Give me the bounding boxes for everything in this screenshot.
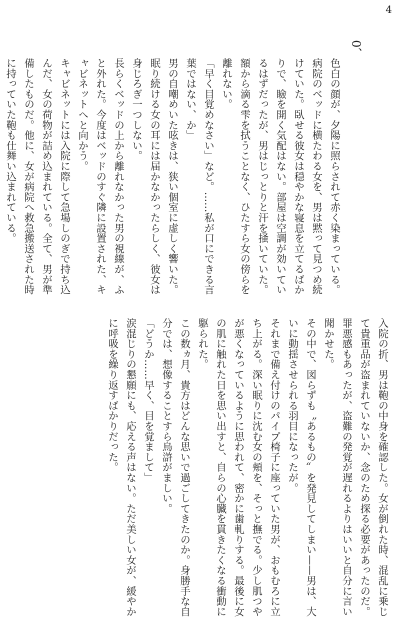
upper-body-text: 色白の顔が、夕陽に照らされて赤く染まっている。 病院のベッドに横たわる女を、男は黙って見つめ続けていた。臥せる彼女は穏やかな寝息を立てるばかりで、瞼を開く気配はない。部屋は空調が効いているはずだったが、男はじっとりと汗を掻いていた。額から滴る雫を拭うことなく、ひたすら女の傍らを離れない。 「早く目覚めなさい」など。……私が口にできる言葉ではない、か」 男の自嘲めいた呟きは、狭い個室に虚しく響いた。眠り続ける女の耳には届かなかったらしく、彼女は身じろぎ一つしない。 長らくベッドの上から離れなかった男の視線が、ふと外れた。今度はベッドのすぐ隣に設置された、キャビネットへと向かう。 キャビネットには入院に際して急場しのぎで持ち込んだ、女の荷物が詰め込まれている。全て、男が準備したものだ。他に、女が病院へ救急搬送された時に持っていた鞄も仕舞い込まれている。: [4, 58, 339, 295]
section-number: 0、: [349, 40, 363, 60]
lower-body-text: 入院の折、男は鞄の中身を確認した。女が倒れた時、混乱に乗じて貴重品が盗まれていないか、念のため探る必要があったのだ。罪悪感もあったが、盗難の発覚が遅れるよりはいいと自分に言い聞かせた。 その中で、図らずも〝あるもの〟を発見してしまい——男は、大いに動揺させられる羽目になったが。 それまで備え付けのパイプ椅子に座っていた男が、おもむろに立ち上がる。深い眠りに沈む女の頬を、そっと撫でる。少し肌つやが悪くなっているように思われて、密かに歯軋りする。最後に女の肌に触れた日を思い出すと、自らの心臓を貫きたくなる衝動に駆られた。 この数ヵ月、貴方はどんな思いで過ごしてきたのか。身勝手な自分では、想像することすら烏滸がましい。 「どうか……早く、目を覚まして」 涙混じりの懇願にも、応える声はない。ただ美しい女が、緩やかに呼吸を繰り返すばかりだった。: [106, 318, 387, 617]
page-number: 4: [385, 5, 392, 16]
